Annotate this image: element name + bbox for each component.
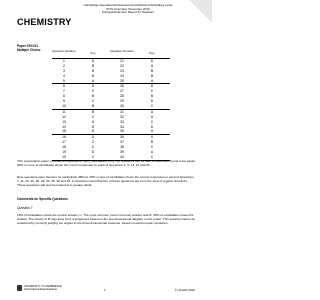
table-row	[52, 79, 170, 84]
question-number: 27	[120, 89, 124, 94]
question-number: 16	[62, 135, 66, 140]
answer-key: D	[91, 124, 95, 129]
difficult-questions-paragraph: Nine questions were found to be particularly difficult. 25% or less of candidates chose the correct responses to each of Questions 7, 11, 23, 26, 28, 29, 30, 35, 36 and 38. It should be noted that five of these questions are from the area of organic chemistry. These questions will now be looked at in greater detail.	[17, 175, 194, 187]
table-row	[52, 129, 170, 134]
question-number: 17	[62, 140, 66, 145]
answer-key: B	[150, 73, 154, 78]
answer-key: C	[91, 140, 95, 145]
question-number: 9	[63, 99, 65, 104]
answer-key: D	[91, 150, 95, 155]
question-number: 1	[63, 59, 65, 63]
answer-key: B	[91, 68, 95, 73]
answer-key: D	[91, 73, 95, 78]
header-line-2: 9701 Chemistry November 2010	[106, 6, 150, 11]
question-number: 39	[120, 150, 124, 155]
answer-group	[52, 109, 170, 134]
question-number: 24	[120, 73, 124, 78]
answer-key: C	[150, 119, 154, 124]
answer-key: C	[91, 145, 95, 150]
question-number: 5	[63, 78, 65, 83]
answer-key: D	[91, 129, 95, 134]
answer-key: A	[150, 114, 154, 119]
question-number: 37	[120, 140, 124, 145]
question-number: 30	[120, 104, 124, 109]
answer-key: C	[91, 114, 95, 119]
column-header-question-1: Question Number	[52, 49, 76, 53]
paper-type: Multiple Choice	[17, 48, 41, 53]
question-number: 33	[120, 119, 124, 124]
question-number: 20	[62, 154, 66, 159]
answer-key: C	[91, 154, 95, 159]
answer-key: D	[91, 84, 95, 89]
comments-heading: Comments on Specific Questions	[17, 197, 68, 201]
question-number: 10	[62, 104, 66, 109]
answer-key: B	[91, 94, 95, 99]
question-number: 38	[120, 145, 124, 150]
crest-icon	[17, 285, 22, 291]
answer-key: D	[150, 124, 154, 129]
question-number: 15	[62, 129, 66, 134]
question-number: 34	[120, 124, 124, 129]
question-number: 13	[62, 119, 66, 124]
question-number: 6	[63, 84, 65, 89]
answer-key: A	[150, 63, 154, 68]
paper-info	[17, 44, 41, 52]
question-number: 19	[62, 150, 66, 155]
answer-key: A	[150, 135, 154, 140]
answer-key: D	[91, 59, 95, 63]
answer-key: C	[150, 145, 154, 150]
question-7-heading: Question 7	[17, 206, 33, 210]
answer-key: D	[150, 84, 154, 89]
question-number: 21	[120, 59, 124, 63]
answer-key: A	[150, 78, 154, 83]
question-number: 26	[120, 84, 124, 89]
page-footer	[0, 283, 212, 297]
report-header	[68, 4, 188, 15]
answer-key: A	[150, 150, 154, 155]
answer-key-table	[52, 58, 170, 161]
column-header-key-1: Key	[90, 51, 96, 55]
answer-key: B	[91, 109, 95, 114]
column-header-key-2: Key	[149, 51, 155, 55]
answer-key: A	[91, 135, 95, 140]
answer-key: A	[150, 129, 154, 134]
question-number: 25	[120, 78, 124, 83]
answer-key: D	[150, 99, 154, 104]
question-number: 14	[62, 124, 66, 129]
question-number: 28	[120, 94, 124, 99]
question-number: 40	[120, 154, 124, 159]
question-number: 8	[63, 94, 65, 99]
answer-key: B	[91, 63, 95, 68]
answer-group	[52, 134, 170, 160]
university-subtitle: International Examinations	[24, 287, 57, 292]
answer-key: C	[150, 104, 154, 109]
question-7-paragraph: 18% of candidates chose the correct answer, C. The most common (most incorrect) answer was B. 39% of candidates chose this answer. The choice of B may arise from a judgement based on the two-dimensional diagram on the paper. This question had to be answered by correctly judging the angles in the three-dimensional molecule, based on electron-pair repulsions.	[17, 213, 196, 225]
page-number: 1	[104, 288, 106, 292]
answer-key: A	[150, 109, 154, 114]
question-number: 7	[63, 89, 65, 94]
university-logo	[17, 285, 62, 291]
corner-watermark-stamp	[186, 0, 212, 22]
copyright: © UCLES 2010	[174, 288, 195, 292]
question-number: 3	[63, 68, 65, 73]
answer-group	[52, 83, 170, 108]
answer-group	[52, 58, 170, 83]
page-title: CHEMISTRY	[17, 17, 72, 27]
question-number: 22	[120, 63, 124, 68]
question-number: 35	[120, 129, 124, 134]
answer-key: A	[91, 119, 95, 124]
question-number: 12	[62, 114, 66, 119]
answer-key: C	[91, 99, 95, 104]
question-number: 4	[63, 73, 65, 78]
answer-key: A	[91, 78, 95, 83]
answer-key: C	[150, 154, 154, 159]
answer-key: B	[150, 68, 154, 73]
intro-paragraph: This examination paper provided a challenge to many candidates. Only five questions can be said to have been found to be easier. 90% or more of candidates chose the correct responses to each of Questions 2, 5, 14, 16 and 25.	[17, 159, 196, 167]
table-row	[52, 104, 170, 109]
question-number: 36	[120, 135, 124, 140]
answer-key: B	[91, 104, 95, 109]
question-number: 18	[62, 145, 66, 150]
question-number: 29	[120, 99, 124, 104]
question-number: 23	[120, 68, 124, 73]
question-number: 11	[62, 109, 66, 114]
answer-key: B	[150, 94, 154, 99]
header-line-3: Principal Examiner Report for Teachers	[101, 10, 155, 15]
question-number: 2	[63, 63, 65, 68]
header-line-1: Cambridge International Advanced and Advanced Subsidiary Level	[83, 3, 173, 7]
answer-key: B	[150, 140, 154, 145]
column-header-question-2: Question Number	[110, 49, 134, 53]
answer-key: D	[150, 59, 154, 63]
question-number: 32	[120, 114, 124, 119]
paper-number: Paper 9701/11	[17, 44, 39, 48]
question-number: 31	[120, 109, 124, 114]
university-name: UNIVERSITY of CAMBRIDGE	[24, 284, 62, 288]
answer-key: C	[91, 89, 95, 94]
answer-key: C	[150, 89, 154, 94]
